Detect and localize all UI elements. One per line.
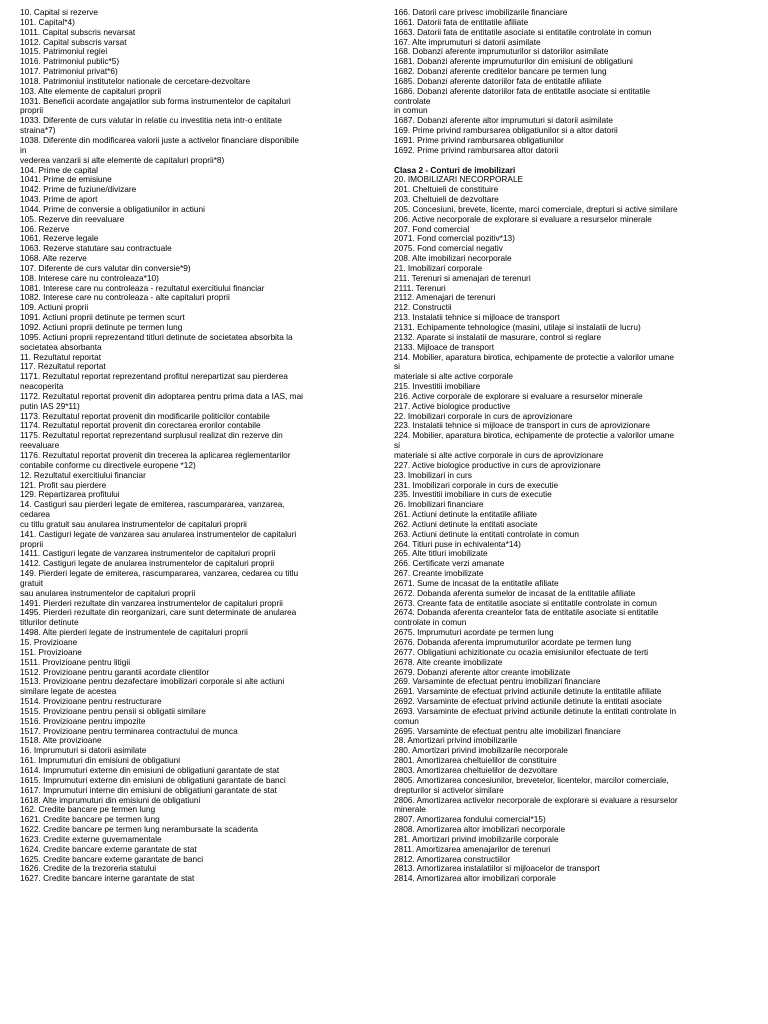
account-line: sau anularea instrumentelor de capitaluri proprii — [20, 588, 196, 598]
account-line: 103. Alte elemente de capitaluri proprii — [20, 86, 162, 96]
account-line: 1681. Dobanzi aferente imprumuturilor din emisiuni de obligatiuni — [394, 57, 633, 67]
account-line: 1511. Provizioane pentru litigii — [20, 657, 131, 667]
account-line: 2671. Sume de incasat de la entitatile afiliate — [394, 578, 559, 588]
account-line: 266. Certificate verzi amanate — [394, 559, 505, 569]
account-line: 1038. Diferente din modificarea valorii juste a activelor financiare disponibile — [20, 135, 300, 145]
account-line: 1515. Provizioane pentru pensii si obligatii similare — [20, 706, 206, 716]
account-line: comun — [394, 716, 419, 726]
account-line: 167. Alte imprumuturi si datorii asimilate — [394, 37, 541, 47]
account-line: 227. Active biologice productive in curs de aprovizionare — [394, 460, 601, 470]
right-column — [394, 8, 752, 884]
account-line: 1174. Rezultatul reportat provenit din corectarea erorilor contabile — [20, 421, 261, 431]
account-line: straina*7) — [20, 126, 56, 136]
account-line: 1691. Prime privind rambursarea obligatiunilor — [394, 135, 564, 145]
account-line: 1043. Prime de aport — [20, 195, 98, 205]
account-line: 2678. Alte creante imobilizate — [394, 657, 503, 667]
account-line: 162. Credite bancare pe termen lung — [20, 805, 156, 815]
account-line: titlurilor detinute — [20, 618, 79, 628]
account-line: 14. Castiguri sau pierderi legate de emiterea, rascumpararea, vanzarea, — [20, 500, 285, 510]
account-line: 2807. Amortizarea fondului comercial*15) — [394, 815, 546, 825]
account-line: 1685. Dobanzi aferente datoriilor fata de entitatile afiliate — [394, 76, 602, 86]
account-line: 1618. Alte imprumuturi din emisiuni de obligatiuni — [20, 795, 201, 805]
account-line: 212. Constructii — [394, 303, 452, 313]
account-line: 2801. Amortizarea cheltuielilor de constituire — [394, 756, 557, 766]
account-line: cedarea — [20, 510, 50, 520]
account-line: 1412. Castiguri legate de anularea instrumentelor de capitaluri proprii — [20, 559, 275, 569]
account-line: 1614. Imprumuturi externe din emisiuni de obligatiuni garantate de stat — [20, 765, 280, 775]
account-line: 1692. Prime privind rambursarea altor datorii — [394, 145, 559, 155]
account-line: 211. Terenuri si amenajari de terenuri — [394, 273, 531, 283]
account-line: 26. Imobilizari financiare — [394, 500, 484, 510]
account-line: 1015. Patrimoniul regiei — [20, 47, 108, 57]
account-line: 208. Alte imobilizari necorporale — [394, 254, 512, 264]
account-line: 2075. Fond comercial negativ — [394, 244, 503, 254]
account-line: neacoperita — [20, 382, 64, 392]
account-line: 1061. Rezerve legale — [20, 234, 99, 244]
account-line: 2806. Amortizarea activelor necorporale de explorare si evaluare a resurselor — [394, 795, 678, 805]
account-line: 141. Castiguri legate de vanzarea sau anularea instrumentelor de capitaluri — [20, 529, 297, 539]
account-line: 2812. Amortizarea constructiilor — [394, 854, 511, 864]
account-line: 1661. Datorii fata de entitatile afiliate — [394, 17, 529, 27]
account-line: proprii — [20, 539, 44, 549]
account-line: 2691. Varsaminte de efectuat privind actiunile detinute la entitatile afiliate — [394, 687, 662, 697]
account-line: 267. Creante imobilizate — [394, 569, 484, 579]
account-line: 1617. Imprumuturi interne din emisiuni de obligatiuni garantate de stat — [20, 785, 277, 795]
account-line: 1175. Rezultatul reportat reprezentand surplusul realizat din rezerve din — [20, 431, 283, 441]
account-line: 16. Imprumuturi si datorii asimilate — [20, 746, 147, 756]
account-line: 151. Provizioane — [20, 647, 82, 657]
account-line: 1081. Interese care nu controleaza - rezultatul exercitiului financiar — [20, 283, 265, 293]
account-line: 1625. Credite bancare externe garantate de banci — [20, 854, 204, 864]
account-line: 1626. Credite de la trezoreria statului — [20, 864, 157, 874]
account-line: cu titlu gratuit sau anularea instrumentelor de capitaluri proprii — [20, 519, 247, 529]
account-line: si — [394, 362, 400, 372]
account-line: 1012. Capital subscris varsat — [20, 37, 127, 47]
account-line: 22. Imobilizari corporale in curs de aprovizionare — [394, 411, 573, 421]
account-line: 1623. Credite externe guvernamentale — [20, 834, 162, 844]
account-line: 1622. Credite bancare pe termen lung nerambursate la scadenta — [20, 825, 258, 835]
account-line: controlate in comun — [394, 618, 467, 628]
account-line: 265. Alte titluri imobilizate — [394, 549, 488, 559]
account-line: drepturilor si activelor similare — [394, 785, 504, 795]
left-column — [20, 8, 368, 884]
account-line: 1518. Alte provizioane — [20, 736, 102, 746]
account-line: 129. Repartizarea profitului — [20, 490, 120, 500]
account-line: 1513. Provizioane pentru dezafectare imobilizari corporale si alte actiuni — [20, 677, 285, 687]
account-line: 231. Imobilizari corporale in curs de executie — [394, 480, 559, 490]
account-line: 2112. Amenajari de terenuri — [394, 293, 496, 303]
account-line: 169. Prime privind rambursarea obligatiunilor si a altor datorii — [394, 126, 618, 136]
account-line: 203. Cheltuieli de dezvoltare — [394, 195, 499, 205]
account-line: 2677. Obligatiuni achizitionate cu ocazia emisiunilor efectuate de terti — [394, 647, 649, 657]
account-line: in — [20, 145, 27, 155]
account-line: 161. Imprumuturi din emisiuni de obligatiuni — [20, 756, 181, 766]
account-line: 2813. Amortizarea instalatiilor si mijloacelor de transport — [394, 864, 600, 874]
account-line: 1033. Diferente de curs valutar in relatie cu investitia neta intr-o entitate — [20, 116, 282, 126]
account-line: 20. IMOBILIZARI NECORPORALE — [394, 175, 524, 185]
account-line: 106. Rezerve — [20, 224, 70, 234]
account-line: 263. Actiuni detinute la entitati controlate in comun — [394, 529, 579, 539]
account-line: 2672. Dobanda aferenta sumelor de incasat de la entitatile afiliate — [394, 588, 636, 598]
account-line: 12. Rezultatul exercitiului financiar — [20, 470, 146, 480]
account-line: reevaluare — [20, 441, 60, 451]
account-line: in comun — [394, 106, 428, 116]
account-line: 213. Instalatii tehnice si mijloace de transport — [394, 313, 560, 323]
account-line: 1171. Rezultatul reportat reprezentand profitul nerepartizat sau pierderea — [20, 372, 288, 382]
account-line: 2673. Creante fata de entitatile asociate si entitatile controlate in comun — [394, 598, 657, 608]
account-line: 207. Fond comercial — [394, 224, 470, 234]
account-line: 1082. Interese care nu controleaza - alte capitaluri proprii — [20, 293, 230, 303]
account-line: 1627. Credite bancare interne garantate de stat — [20, 874, 195, 884]
account-line: 1173. Rezultatul reportat provenit din modificarile politicilor contabile — [20, 411, 270, 421]
account-line: 201. Cheltuieli de constituire — [394, 185, 499, 195]
account-line: 104. Prime de capital — [20, 165, 98, 175]
account-line: minerale — [394, 805, 426, 815]
account-line: similare legate de acestea — [20, 687, 117, 697]
account-line: 224. Mobilier, aparatura birotica, echipamente de protectie a valorilor umane — [394, 431, 674, 441]
account-line: 2676. Dobanda aferenta imprumuturilor acordate pe termen lung — [394, 638, 632, 647]
account-line: 1095. Actiuni proprii reprezentand titluri detinute de societatea absorbita la — [20, 332, 293, 342]
account-line: 1615. Imprumuturi externe din emisiuni de obligatiuni garantate de banci — [20, 775, 286, 785]
account-line: 2679. Dobanzi aferente altor creante imobilizate — [394, 667, 571, 677]
account-line: 1042. Prime de fuziune/divizare — [20, 185, 137, 195]
account-line: 2675. Imprumuturi acordate pe termen lung — [394, 628, 554, 638]
account-line: 2111. Terenuri — [394, 283, 446, 293]
account-line: 261. Actiuni detinute la entitatile afiliate — [394, 510, 537, 520]
account-line: 23. Imobilizari in curs — [394, 470, 472, 480]
account-line: 1516. Provizioane pentru impozite — [20, 716, 146, 726]
account-line: 15. Provizioane — [20, 638, 78, 647]
account-line: 217. Active biologice productive — [394, 401, 511, 411]
account-line: 2803. Amortizarea cheltuielilor de dezvoltare — [394, 765, 558, 775]
account-line: 2132. Aparate si instalatii de masurare, control si reglare — [394, 332, 602, 342]
account-line: 1091. Actiuni proprii detinute pe termen scurt — [20, 313, 185, 323]
account-line: 2693. Varsaminte de efectuat privind actiunile detinute la entitati controlate in — [394, 706, 677, 716]
account-line: 269. Varsaminte de efectuat pentru imobilizari financiare — [394, 677, 601, 687]
account-line: 1682. Dobanzi aferente creditelor bancare pe termen lung — [394, 67, 607, 77]
account-line: 1663. Datorii fata de entitatile asociate si entitatile controlate in comun — [394, 27, 652, 37]
account-line: 206. Active necorporale de explorare si evaluare a resurselor minerale — [394, 214, 652, 224]
account-line: 21. Imobilizari corporale — [394, 263, 483, 273]
account-line: 121. Profit sau pierdere — [20, 480, 107, 490]
account-line: si — [394, 441, 400, 451]
account-line: 1624. Credite bancare externe garantate de stat — [20, 844, 197, 854]
account-line: 1011. Capital subscris nevarsat — [20, 27, 136, 37]
account-line: 1514. Provizioane pentru restructurare — [20, 697, 162, 707]
account-line: 214. Mobilier, aparatura birotica, echipamente de protectie a valorilor umane — [394, 352, 674, 362]
account-line: 1018. Patrimoniul institutelor nationale de cercetare-dezvoltare — [20, 76, 251, 86]
account-line: 1017. Patrimoniul privat*6) — [20, 67, 118, 77]
account-line: 149. Pierderi legate de emiterea, rascumpararea, vanzarea, cedarea cu titlu — [20, 569, 299, 579]
account-line: 2811. Amortizarea amenajarilor de terenuri — [394, 844, 551, 854]
account-line: 1031. Beneficii acordate angajatilor sub forma instrumentelor de capitaluri — [20, 96, 291, 106]
account-line: 2071. Fond comercial pozitiv*13) — [394, 234, 515, 244]
account-line: 1621. Credite bancare pe termen lung — [20, 815, 160, 825]
account-line: 1041. Prime de emisiune — [20, 175, 112, 185]
account-line: controlate — [394, 96, 431, 106]
account-line: 205. Concesiuni, brevete, licente, marci comerciale, drepturi si active similare — [394, 204, 678, 214]
account-line: 1068. Alte rezerve — [20, 254, 87, 264]
account-line: 2805. Amortizarea concesiunilor, brevetelor, licentelor, marcilor comerciale, — [394, 775, 669, 785]
account-line: 235. Investitii imobiliare in curs de executie — [394, 490, 552, 500]
account-line: 101. Capital*4) — [20, 17, 75, 27]
account-line: 1016. Patrimoniul public*5) — [20, 57, 120, 67]
account-line: contabile conforme cu directivele europene *12) — [20, 460, 196, 470]
account-line: vederea vanzarii si alte elemente de capitaluri proprii*8) — [20, 155, 225, 165]
account-line: 215. Investitii imobiliare — [394, 382, 481, 392]
account-line: 1176. Rezultatul reportat provenit din trecerea la aplicarea reglementarilor — [20, 450, 291, 460]
account-line: 2131. Echipamente tehnologice (masini, utilaje si instalatii de lucru) — [394, 323, 641, 332]
account-line: proprii — [20, 106, 44, 116]
account-line: 264. Titluri puse in echivalenta*14) — [394, 539, 521, 549]
account-line: 2674. Dobanda aferenta creantelor fata de entitatile asociate si entitatile — [394, 608, 659, 618]
account-line: 2133. Mijloace de transport — [394, 342, 495, 352]
account-line: gratuit — [20, 578, 44, 588]
account-line: societatea absorbanta — [20, 342, 102, 352]
account-line: 280. Amortizari privind imobilizarile necorporale — [394, 746, 568, 756]
account-line: 223. Instalatii tehnice si mijloace de transport in curs de aprovizionare — [394, 421, 650, 431]
account-line: 2808. Amortizarea altor imobilizari necorporale — [394, 825, 566, 835]
account-line: 1512. Provizioane pentru garantii acordate clientilor — [20, 667, 210, 677]
account-line: 2814. Amortizarea altor imobilizari corporale — [394, 874, 556, 884]
account-line: 1687. Dobanzi aferente altor imprumuturi si datorii asimilate — [394, 116, 614, 126]
account-line: 1491. Pierderi rezultate din vanzarea instrumentelor de capitaluri proprii — [20, 598, 283, 608]
account-line: 1092. Actiuni proprii detinute pe termen lung — [20, 323, 183, 332]
account-line: 1172. Rezultatul reportat provenit din adoptarea pentru prima data a IAS, mai — [20, 391, 304, 401]
account-line: 10. Capital si rezerve — [20, 8, 98, 17]
account-line: 2692. Varsaminte de efectuat privind actiunile detinute la entitati asociate — [394, 697, 662, 707]
account-line: 1044. Prime de conversie a obligatiunilor in actiuni — [20, 204, 205, 214]
account-line: 117. Rezultatul reportat — [20, 362, 106, 372]
account-line: 1498. Alte pierderi legate de instrumentele de capitaluri proprii — [20, 628, 248, 638]
account-line: materiale si alte active corporale — [394, 372, 513, 382]
account-line: 109. Actiuni proprii — [20, 303, 89, 313]
account-line: 1411. Castiguri legate de vanzarea instrumentelor de capitaluri proprii — [20, 549, 276, 559]
account-line: 281. Amortizari privind imobilizarile corporale — [394, 834, 559, 844]
account-line: 108. Interese care nu controleaza*10) — [20, 273, 159, 283]
account-line: 107. Diferente de curs valutar din conversie*9) — [20, 263, 191, 273]
account-line: putin IAS 29*11) — [20, 401, 80, 411]
account-line: 166. Datorii care privesc imobilizarile financiare — [394, 8, 568, 17]
account-line: 1686. Dobanzi aferente datoriilor fata de entitatile asociate si entitatile — [394, 86, 650, 96]
account-line: 168. Dobanzi aferente imprumuturilor si datoriilor asimilate — [394, 47, 609, 57]
account-line: 1063. Rezerve statutare sau contractuale — [20, 244, 172, 254]
section-heading: Clasa 2 - Conturi de imobilizari — [394, 165, 516, 175]
account-line: 28. Amortizari privind imobilizarile — [394, 736, 518, 746]
account-line: 1517. Provizioane pentru terminarea contractului de munca — [20, 726, 238, 736]
account-line: 216. Active corporale de explorare si evaluare a resurselor minerale — [394, 391, 643, 401]
account-line: 1495. Pierderi rezultate din reorganizari, care sunt determinate de anularea — [20, 608, 297, 618]
account-line: 262. Actiuni detinute la entitati asociate — [394, 519, 538, 529]
account-line: 105. Rezerve din reevaluare — [20, 214, 125, 224]
account-line: 11. Rezultatul reportat — [20, 352, 102, 362]
account-line: 2695. Varsaminte de efectuat pentru alte imobilizari financiare — [394, 726, 621, 736]
account-line: materiale si alte active corporale in curs de aprovizionare — [394, 450, 604, 460]
account-line — [394, 156, 752, 166]
